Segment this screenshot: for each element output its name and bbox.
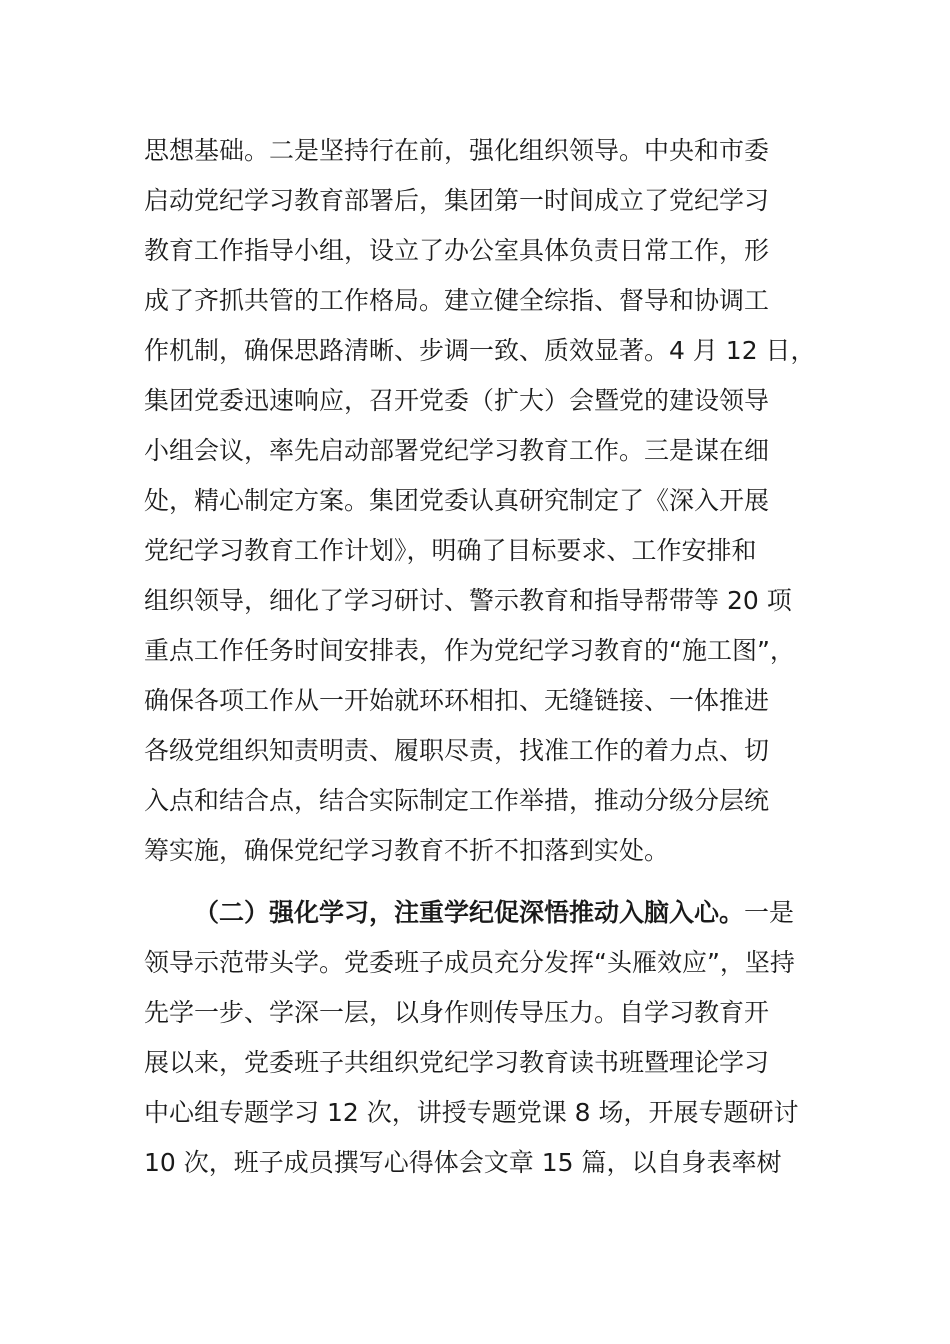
paragraph-spacer xyxy=(144,876,834,888)
text-line: 教育工作指导小组，设立了办公室具体负责日常工作，形 xyxy=(144,236,770,265)
text-run: 一是 xyxy=(744,898,795,927)
text-line: 启动党纪学习教育部署后，集团第一时间成立了党纪学习 xyxy=(144,186,770,215)
text-line: 成了齐抓共管的工作格局。建立健全综指、督导和协调工 xyxy=(144,286,770,315)
paragraph-2 xyxy=(144,888,834,1188)
text-line: 各级党组织知责明责、履职尽责，找准工作的着力点、切 xyxy=(144,736,770,765)
text-line: 展以来，党委班子共组织党纪学习教育读书班暨理论学习 xyxy=(144,1048,770,1077)
text-line: 领导示范带头学。党委班子成员充分发挥“头雁效应”，坚持 xyxy=(144,948,795,977)
paragraph-1 xyxy=(144,126,834,876)
text-line: 中心组专题学习 12 次，讲授专题党课 8 场，开展专题研讨 xyxy=(144,1098,799,1127)
text-line: 集团党委迅速响应，召开党委（扩大）会暨党的建设领导 xyxy=(144,386,770,415)
text-line: 筹实施，确保党纪学习教育不折不扣落到实处。 xyxy=(144,836,670,865)
text-line: 先学一步、学深一层，以身作则传导压力。自学习教育开 xyxy=(144,998,770,1027)
text-line: 10 次，班子成员撰写心得体会文章 15 篇，以自身表率树 xyxy=(144,1148,782,1177)
text-line: 重点工作任务时间安排表，作为党纪学习教育的“施工图”， xyxy=(144,636,795,665)
section-heading: （二）强化学习，注重学纪促深悟推动入脑入心。 xyxy=(194,898,745,927)
text-line: 入点和结合点，结合实际制定工作举措，推动分级分层统 xyxy=(144,786,770,815)
text-line: 作机制，确保思路清晰、步调一致、质效显著。4 月 12 日， xyxy=(144,336,816,365)
text-line-first xyxy=(144,888,834,938)
text-line: 处，精心制定方案。集团党委认真研究制定了《深入开展 xyxy=(144,486,770,515)
text-line: 党纪学习教育工作计划》，明确了目标要求、工作安排和 xyxy=(144,536,757,565)
document-body xyxy=(144,126,834,1188)
text-line: 组织领导，细化了学习研讨、警示教育和指导帮带等 20 项 xyxy=(144,586,792,615)
text-line: 小组会议，率先启动部署党纪学习教育工作。三是谋在细 xyxy=(144,436,770,465)
text-line: 思想基础。二是坚持行在前，强化组织领导。中央和市委 xyxy=(144,136,770,165)
text-line: 确保各项工作从一开始就环环相扣、无缝链接、一体推进 xyxy=(144,686,770,715)
